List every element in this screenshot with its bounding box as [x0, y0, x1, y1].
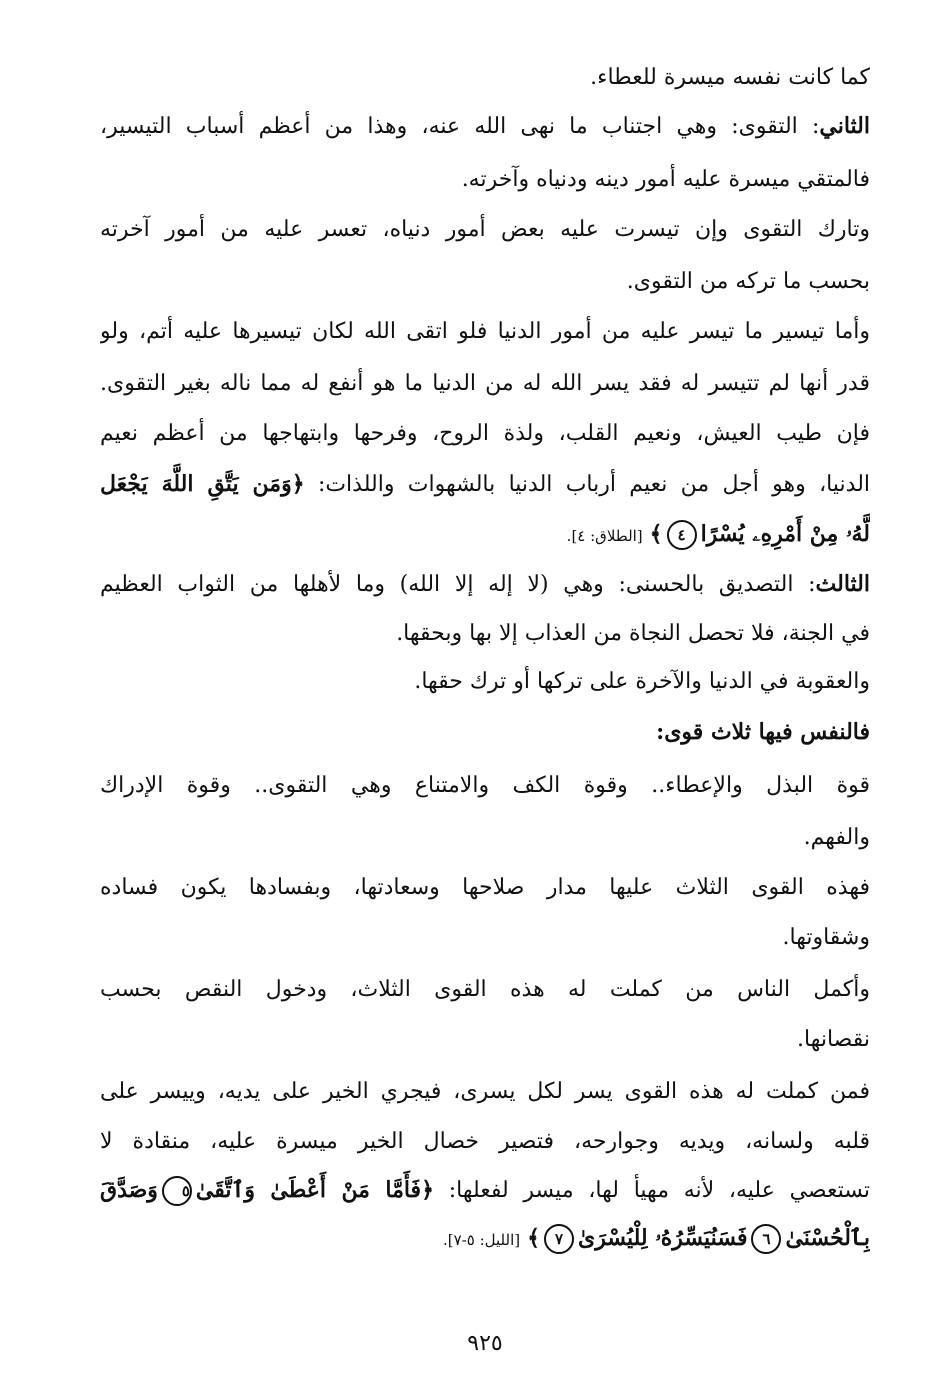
line-text: الدنيا، وهو أجل من نعيم أرباب الدنيا بالشهوات واللذات: [317, 472, 870, 497]
book-page [100, 56, 870, 1356]
text-line-11 [100, 562, 870, 606]
text-line-13 [100, 660, 870, 704]
line-text: قلبه ولسانه، ويديه وجوارحه، فتصير خصال الخير ميسرة عليه، منقادة لا [100, 1129, 870, 1154]
quran-verse: لَّهُۥ مِنْ أَمْرِهِۦ يُسْرًا [700, 521, 870, 547]
text-line-22 [100, 1120, 870, 1164]
quran-bracket: ﴾ [527, 1225, 540, 1251]
line-text: وشقاوتها. [782, 925, 870, 950]
text-line-4 [100, 208, 870, 252]
text-line-15 [100, 764, 870, 808]
text-line-6 [100, 310, 870, 354]
verse-number-marker: ٦ [751, 1224, 781, 1254]
line-text: : التقوى: وهي اجتناب ما نهى الله عنه، وهذا من أعظم أسباب التيسير، [100, 114, 820, 139]
text-line-17 [100, 866, 870, 910]
line-text: والفهم. [803, 825, 870, 850]
text-line-5 [100, 260, 870, 304]
line-text: تستعصي عليه، لأنه مهيأ لها، ميسر لفعلها: [448, 1178, 870, 1203]
line-text: فإن طيب العيش، ونعيم القلب، ولذة الروح، وفرحها وابتهاجها من أعظم نعيم [100, 421, 870, 446]
quran-verse: بِٱلْحُسْنَىٰ [785, 1225, 870, 1251]
text-line-2 [100, 104, 870, 148]
text-line-8 [100, 412, 870, 456]
line-text: قوة البذل والإعطاء.. وقوة الكف والامتناع وهي التقوى.. وقوة الإدراك [100, 773, 870, 798]
verse-number-marker: ٤ [667, 520, 697, 550]
section-heading: الثاني [819, 113, 870, 139]
text-line-23 [100, 1168, 870, 1212]
line-text: وأكمل الناس من كملت له هذه القوى الثلاث، ودخول النقص بحسب [100, 977, 870, 1002]
text-line-3 [100, 158, 870, 202]
verse-reference: [الليل: ٥-٧]. [443, 1231, 521, 1249]
line-text: كما كانت نفسه ميسرة للعطاء. [590, 65, 870, 90]
line-text: نقصانها. [797, 1027, 870, 1052]
text-line-10 [100, 512, 870, 556]
line-text: وتارك التقوى وإن تيسرت عليه بعض أمور دنياه، تعسر عليه من أمور آخرته [100, 217, 870, 242]
text-line-19 [100, 968, 870, 1012]
text-line-7 [100, 362, 870, 406]
line-text: بحسب ما تركه من التقوى. [626, 269, 870, 294]
text-line-14 [100, 710, 870, 754]
verse-number-marker: ٥ [162, 1176, 192, 1206]
quran-verse-continued: فَسَنُيَسِّرُهُۥ لِلْيُسْرَىٰ [577, 1225, 748, 1251]
quran-verse: ﴿وَمَن يَتَّقِ اللَّهَ يَجْعَل [100, 471, 305, 497]
line-text: قدر أنها لم تتيسر له فقد يسر الله له من الدنيا ما هو أنفع له مما ناله بغير التقوى. [100, 371, 870, 396]
line-text: وأما تيسير ما تيسر عليه من أمور الدنيا فلو اتقى الله لكان تيسيرها عليه أتم، ولو [100, 319, 870, 344]
verse-number-marker: ٧ [544, 1224, 574, 1254]
line-text: فالمتقي ميسرة عليه أمور دينه ودنياه وآخرته. [461, 167, 870, 192]
line-text: فمن كملت له هذه القوى يسر لكل يسرى، فيجري الخير على يديه، وييسر على [100, 1079, 870, 1104]
line-text: فهذه القوى الثلاث عليها مدار صلاحها وسعادتها، وبفسادها يكون فساده [100, 875, 870, 900]
text-line-20 [100, 1018, 870, 1062]
text-line-12 [100, 612, 870, 656]
text-line-18 [100, 916, 870, 960]
text-line-16 [100, 816, 870, 860]
quran-verse-continued: وَصَدَّقَ [100, 1177, 158, 1203]
text-line-21 [100, 1070, 870, 1114]
verse-reference: [الطلاق: ٤]. [566, 527, 643, 545]
section-heading: الثالث [815, 571, 870, 597]
quran-bracket: ﴾ [649, 521, 663, 547]
line-text: في الجنة، فلا تحصل النجاة من العذاب إلا بها وبحقها. [396, 621, 870, 646]
quran-verse: ﴿فَأَمَّا مَنْ أَعْطَىٰ وَٱتَّقَىٰ [195, 1177, 434, 1203]
section-heading: فالنفس فيها ثلاث قوى: [656, 719, 870, 745]
page-number: ٩٢٥ [467, 1331, 503, 1356]
text-line-1 [100, 56, 870, 100]
text-line-9 [100, 462, 870, 506]
text-line-24 [100, 1216, 870, 1260]
line-text: والعقوبة في الدنيا والآخرة على تركها أو ترك حقها. [414, 669, 870, 694]
line-text: : التصديق بالحسنى: وهي (لا إله إلا الله) وما لأهلها من الثواب العظيم [100, 572, 816, 597]
